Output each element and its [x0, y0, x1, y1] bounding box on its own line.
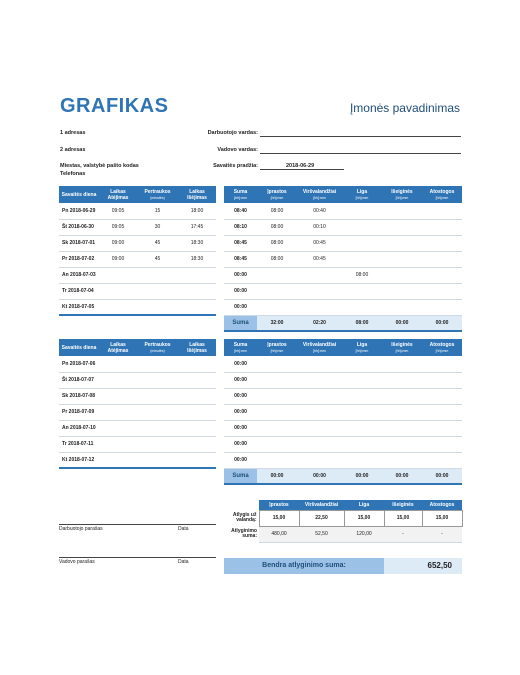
- total-cell: 32:00: [257, 315, 297, 331]
- hours-cell[interactable]: [382, 356, 422, 372]
- day-cell: Št 2018-07-07: [59, 372, 99, 388]
- day-cell: Sk 2018-07-01: [59, 235, 99, 251]
- hours-cell[interactable]: [342, 203, 382, 219]
- rate-vacation[interactable]: 15,00: [422, 510, 462, 526]
- week2-right-col-5: [422, 339, 462, 356]
- week1-left-col-0-label: Savaitės diena: [61, 191, 97, 198]
- hours-cell[interactable]: [342, 251, 382, 267]
- time-cell[interactable]: [137, 356, 178, 372]
- table-row: [224, 219, 462, 235]
- hours-cell[interactable]: [422, 420, 462, 436]
- hours-cell[interactable]: [342, 404, 382, 420]
- week1-left-col-2-unit: (minutės): [150, 195, 165, 200]
- week1-right-col-2-label: Viršvalandžiai: [302, 188, 337, 195]
- week2-right-col-0: [224, 339, 257, 356]
- time-cell[interactable]: [178, 267, 216, 283]
- hours-cell[interactable]: [382, 452, 422, 468]
- hours-cell[interactable]: 08:00: [257, 235, 297, 251]
- time-cell[interactable]: [99, 267, 137, 283]
- week2-right-col-1-label: Įprastos: [267, 341, 287, 348]
- hours-cell[interactable]: [257, 420, 297, 436]
- table-row: [224, 356, 462, 372]
- manager-date-label: Data: [178, 559, 189, 565]
- week1-left-col-2: [137, 186, 178, 203]
- time-cell[interactable]: [99, 283, 137, 299]
- week1-right-col-4-label: Išeiginės: [391, 188, 413, 195]
- table-row: [59, 420, 216, 436]
- time-cell[interactable]: 09:00: [99, 251, 137, 267]
- week2-right-col-0-unit: [hh]:mm: [234, 348, 247, 353]
- total-label: Suma: [224, 315, 257, 331]
- hours-cell[interactable]: [257, 436, 297, 452]
- week1-right-col-5-label: Atostogos: [429, 188, 455, 195]
- hours-cell[interactable]: [382, 372, 422, 388]
- week2-left-col-3: [178, 339, 216, 356]
- time-cell[interactable]: [137, 452, 178, 468]
- total-label: Suma: [224, 468, 257, 484]
- hours-cell[interactable]: [382, 283, 422, 299]
- sum-cell: 00:00: [224, 283, 257, 299]
- time-cell[interactable]: [178, 372, 216, 388]
- hours-cell[interactable]: [257, 283, 297, 299]
- total-cell: 08:00: [342, 315, 382, 331]
- table-row: [59, 452, 216, 468]
- total-cell: 00:00: [382, 468, 422, 484]
- employee-signature-line[interactable]: [59, 524, 216, 525]
- table-row: [224, 388, 462, 404]
- table-row: [59, 404, 216, 420]
- day-cell: Št 2018-06-30: [59, 219, 99, 235]
- table-row: [224, 372, 462, 388]
- week1-right-col-3-unit: [hh]:mm: [355, 195, 369, 200]
- week1-right-col-4-unit: [hh]:mm: [395, 195, 409, 200]
- week2-right-col-1: [257, 339, 297, 356]
- time-cell[interactable]: 15: [137, 203, 178, 219]
- hours-cell[interactable]: [297, 356, 342, 372]
- hours-cell[interactable]: [382, 267, 422, 283]
- hours-cell[interactable]: [382, 219, 422, 235]
- table-row: [224, 235, 462, 251]
- total-cell: 00:00: [342, 468, 382, 484]
- sum-cell: 00:00: [224, 372, 257, 388]
- hours-cell[interactable]: [257, 267, 297, 283]
- hours-cell[interactable]: [297, 299, 342, 315]
- table-row: [59, 436, 216, 452]
- sum-cell: 00:00: [224, 356, 257, 372]
- week2-left-col-3-label: Laikas Išėjimas: [187, 341, 207, 354]
- hours-cell[interactable]: [297, 436, 342, 452]
- week2-right-col-5-unit: [hh]:mm: [435, 348, 449, 353]
- manager-signature-line[interactable]: [59, 557, 216, 558]
- table-row: [224, 251, 462, 267]
- total-cell: 00:00: [422, 315, 462, 331]
- rate-label: Atlygis už valandą:: [232, 511, 257, 523]
- grand-total-bar: [224, 558, 462, 574]
- hours-cell[interactable]: [257, 388, 297, 404]
- amount-label: Atlyginimo suma:: [224, 526, 259, 542]
- week2-hours-table: [224, 339, 462, 485]
- employee-date-label: Data: [178, 526, 189, 532]
- week2-right-col-3-label: Liga: [356, 341, 368, 348]
- day-cell: Kt 2018-07-12: [59, 452, 99, 468]
- manager-name-field[interactable]: [260, 146, 461, 154]
- week2-right-col-0-label: Suma: [233, 341, 248, 348]
- hours-cell[interactable]: [422, 235, 462, 251]
- sum-cell: 08:45: [224, 251, 257, 267]
- hours-cell[interactable]: [342, 219, 382, 235]
- time-cell[interactable]: 45: [137, 235, 178, 251]
- hours-cell[interactable]: [297, 388, 342, 404]
- rate-overtime[interactable]: 22,50: [299, 510, 344, 526]
- hours-cell[interactable]: [257, 356, 297, 372]
- sum-cell: 00:00: [224, 436, 257, 452]
- hours-cell[interactable]: [422, 452, 462, 468]
- rate-sick[interactable]: 15,00: [344, 510, 384, 526]
- time-cell[interactable]: 18:00: [178, 203, 216, 219]
- grand-total-value: 652,50: [384, 558, 462, 574]
- hours-cell[interactable]: [342, 356, 382, 372]
- day-cell: Pr 2018-07-09: [59, 404, 99, 420]
- total-row: [224, 468, 462, 484]
- table-row: [224, 283, 462, 299]
- time-cell[interactable]: [178, 436, 216, 452]
- hours-cell[interactable]: 08:00: [342, 267, 382, 283]
- hours-cell[interactable]: 08:00: [257, 219, 297, 235]
- week2-left-col-2-label: Pertraukos: [144, 341, 171, 348]
- time-cell[interactable]: [137, 436, 178, 452]
- time-cell[interactable]: [178, 283, 216, 299]
- week2-right-col-1-unit: [hh]:mm: [270, 348, 284, 353]
- hours-cell[interactable]: [342, 372, 382, 388]
- hours-cell[interactable]: [297, 372, 342, 388]
- week2-right-col-3: [342, 339, 382, 356]
- time-cell[interactable]: [137, 299, 178, 315]
- week1-right-col-1-label: Įprastos: [267, 188, 287, 195]
- table-row: [59, 203, 216, 219]
- day-cell: Kt 2018-07-05: [59, 299, 99, 315]
- week2-time-table: [59, 339, 216, 469]
- pay-table: [224, 500, 463, 543]
- week2-left-col-1: [99, 339, 137, 356]
- time-cell[interactable]: [99, 404, 137, 420]
- time-cell[interactable]: [178, 388, 216, 404]
- sum-cell: 00:00: [224, 404, 257, 420]
- hours-cell[interactable]: [297, 420, 342, 436]
- week2-left-col-1-label: Laikas Atėjimas: [107, 341, 129, 354]
- company-name: Įmonės pavadinimas: [349, 101, 460, 115]
- amount-vacation: -: [422, 526, 462, 542]
- day-cell: Pr 2018-07-02: [59, 251, 99, 267]
- week2-left-col-2-unit: (minutės): [150, 348, 165, 353]
- employee-signature-label: Darbuotojo parašas: [59, 526, 103, 532]
- week1-left-col-2-label: Pertraukos: [144, 188, 171, 195]
- hours-cell[interactable]: [297, 267, 342, 283]
- time-cell[interactable]: [99, 372, 137, 388]
- employee-name-label: Darbuotojo vardas:: [207, 130, 258, 136]
- pay-header-regular: Įprastos: [259, 500, 299, 510]
- amount-sick: 120,00: [344, 526, 384, 542]
- time-cell[interactable]: 30: [137, 219, 178, 235]
- phone: Telefonas: [60, 171, 86, 177]
- city-state-zip: Miestas, valstybė pašto kodas: [60, 163, 139, 169]
- hours-cell[interactable]: [422, 219, 462, 235]
- week1-left-col-1: [99, 186, 137, 203]
- sum-cell: 00:00: [224, 420, 257, 436]
- time-cell[interactable]: 09:00: [99, 235, 137, 251]
- time-cell[interactable]: 09:05: [99, 219, 137, 235]
- week-start-label: Savaitės pradžia:: [213, 163, 258, 169]
- week1-right-col-0-label: Suma: [233, 188, 248, 195]
- week1-right-col-5-unit: [hh]:mm: [435, 195, 449, 200]
- table-row: [59, 299, 216, 315]
- sum-cell: 08:40: [224, 203, 257, 219]
- address-1: 1 adresas: [60, 130, 86, 136]
- hours-cell[interactable]: [342, 436, 382, 452]
- rate-regular[interactable]: 15,00: [259, 510, 299, 526]
- time-cell[interactable]: 17:45: [178, 219, 216, 235]
- week1-right-col-0-unit: [hh]:mm: [234, 195, 247, 200]
- week2-right-col-4-label: Išeiginės: [391, 341, 413, 348]
- time-cell[interactable]: [137, 267, 178, 283]
- week1-right-col-3-label: Liga: [356, 188, 368, 195]
- week2-right-col-4: [382, 339, 422, 356]
- hours-cell[interactable]: [422, 388, 462, 404]
- week2-right-header: [224, 339, 462, 356]
- hours-cell[interactable]: [422, 356, 462, 372]
- week2-left-col-2: [137, 339, 178, 356]
- time-cell[interactable]: 45: [137, 251, 178, 267]
- day-cell: Sk 2018-07-08: [59, 388, 99, 404]
- table-row: [59, 219, 216, 235]
- hours-cell[interactable]: [382, 388, 422, 404]
- week1-right-col-1-unit: [hh]:mm: [270, 195, 284, 200]
- time-cell[interactable]: 09:05: [99, 203, 137, 219]
- hours-cell[interactable]: [257, 404, 297, 420]
- day-cell: An 2018-07-10: [59, 420, 99, 436]
- day-cell: Tr 2018-07-11: [59, 436, 99, 452]
- amount-dayoff: -: [384, 526, 422, 542]
- hours-cell[interactable]: [297, 452, 342, 468]
- time-cell[interactable]: [137, 388, 178, 404]
- hours-cell[interactable]: [422, 267, 462, 283]
- time-cell[interactable]: [99, 436, 137, 452]
- hours-cell[interactable]: [257, 452, 297, 468]
- sum-cell: 08:10: [224, 219, 257, 235]
- week1-right-col-0: [224, 186, 257, 203]
- total-cell: 00:00: [382, 315, 422, 331]
- time-cell[interactable]: [99, 299, 137, 315]
- sum-cell: 00:00: [224, 267, 257, 283]
- week1-left-header: [59, 186, 216, 203]
- week2-right-col-2-unit: [hh]:mm: [313, 348, 326, 353]
- time-cell[interactable]: 18:30: [178, 251, 216, 267]
- week1-left-col-3-label: Laikas Išėjimas: [187, 188, 207, 201]
- sum-cell: 08:45: [224, 235, 257, 251]
- hours-cell[interactable]: [382, 251, 422, 267]
- hours-cell[interactable]: [422, 251, 462, 267]
- week1-left-col-1-label: Laikas Atėjimas: [107, 188, 129, 201]
- week1-right-col-1: [257, 186, 297, 203]
- table-row: [59, 283, 216, 299]
- time-cell[interactable]: [178, 404, 216, 420]
- time-cell[interactable]: [178, 356, 216, 372]
- table-row: [224, 404, 462, 420]
- total-cell: 00:00: [297, 468, 342, 484]
- total-row: [224, 315, 462, 331]
- hours-cell[interactable]: 08:00: [257, 203, 297, 219]
- hours-cell[interactable]: 00:45: [297, 235, 342, 251]
- week1-hours-table: [224, 186, 462, 332]
- table-row: [224, 420, 462, 436]
- hours-cell[interactable]: [382, 235, 422, 251]
- employee-name-field[interactable]: [260, 129, 461, 137]
- table-row: [59, 267, 216, 283]
- week2-left-col-0-label: Savaitės diena: [61, 344, 97, 351]
- hours-cell[interactable]: 00:40: [297, 203, 342, 219]
- time-cell[interactable]: [137, 404, 178, 420]
- hours-cell[interactable]: [422, 283, 462, 299]
- total-cell: 00:00: [257, 468, 297, 484]
- week2-right-col-3-unit: [hh]:mm: [355, 348, 369, 353]
- time-cell[interactable]: [99, 452, 137, 468]
- hours-cell[interactable]: [257, 299, 297, 315]
- pay-header-sick: Liga: [344, 500, 384, 510]
- pay-header-vacation: Atostogos: [422, 500, 462, 510]
- table-row: [59, 235, 216, 251]
- week2-left-col-0: [59, 339, 99, 356]
- rate-dayoff[interactable]: 15,00: [384, 510, 422, 526]
- total-cell: 00:00: [422, 468, 462, 484]
- hours-cell[interactable]: [297, 283, 342, 299]
- hours-cell[interactable]: [342, 388, 382, 404]
- pay-header-overtime: Viršvalandžiai: [299, 500, 344, 510]
- hours-cell[interactable]: [342, 452, 382, 468]
- table-row: [224, 299, 462, 315]
- hours-cell[interactable]: [342, 420, 382, 436]
- sum-cell: 00:00: [224, 452, 257, 468]
- hours-cell[interactable]: [382, 420, 422, 436]
- time-cell[interactable]: [178, 452, 216, 468]
- time-cell[interactable]: [99, 356, 137, 372]
- week1-right-col-4: [382, 186, 422, 203]
- address-2: 2 adresas: [60, 147, 86, 153]
- week1-right-col-5: [422, 186, 462, 203]
- table-row: [224, 203, 462, 219]
- hours-cell[interactable]: [382, 299, 422, 315]
- hours-cell[interactable]: [422, 299, 462, 315]
- sum-cell: 00:00: [224, 388, 257, 404]
- sum-cell: 00:00: [224, 299, 257, 315]
- time-cell[interactable]: [137, 420, 178, 436]
- day-cell: Pn 2018-06-29: [59, 203, 99, 219]
- time-cell[interactable]: [99, 420, 137, 436]
- hours-cell[interactable]: [422, 372, 462, 388]
- day-cell: Tr 2018-07-04: [59, 283, 99, 299]
- week2-right-col-5-label: Atostogos: [429, 341, 455, 348]
- hours-cell[interactable]: [382, 436, 422, 452]
- day-cell: An 2018-07-03: [59, 267, 99, 283]
- hours-cell[interactable]: [382, 404, 422, 420]
- week1-time-table: [59, 186, 216, 316]
- week2-right-col-4-unit: [hh]:mm: [395, 348, 409, 353]
- week1-left-col-0: [59, 186, 99, 203]
- hours-cell[interactable]: 00:10: [297, 219, 342, 235]
- table-row: [59, 356, 216, 372]
- time-cell[interactable]: [178, 420, 216, 436]
- table-row: [224, 452, 462, 468]
- week2-right-col-2-label: Viršvalandžiai: [302, 341, 337, 348]
- week1-right-col-2-unit: [hh]:mm: [313, 195, 326, 200]
- hours-cell[interactable]: 00:45: [297, 251, 342, 267]
- week1-left-col-3: [178, 186, 216, 203]
- table-row: [59, 251, 216, 267]
- week2-left-header: [59, 339, 216, 356]
- day-cell: Pn 2018-07-06: [59, 356, 99, 372]
- time-cell[interactable]: [137, 283, 178, 299]
- time-cell[interactable]: 18:30: [178, 235, 216, 251]
- hours-cell[interactable]: [382, 203, 422, 219]
- hours-cell[interactable]: [422, 436, 462, 452]
- week1-right-header: [224, 186, 462, 203]
- page-title: GRAFIKAS: [60, 95, 169, 117]
- time-cell[interactable]: [137, 372, 178, 388]
- week2-right-col-2: [297, 339, 342, 356]
- week1-right-col-3: [342, 186, 382, 203]
- grand-total-label: Bendra atlyginimo suma:: [262, 562, 346, 569]
- time-cell[interactable]: [178, 299, 216, 315]
- hours-cell[interactable]: [342, 283, 382, 299]
- manager-signature-label: Vadovo parašas: [59, 559, 95, 565]
- time-cell[interactable]: [99, 388, 137, 404]
- table-row: [59, 372, 216, 388]
- hours-cell[interactable]: [257, 372, 297, 388]
- amount-regular: 480,00: [259, 526, 299, 542]
- hours-cell[interactable]: 08:00: [257, 251, 297, 267]
- manager-name-label: Vadovo vardas:: [217, 147, 258, 153]
- table-row: [224, 436, 462, 452]
- week-start-value: 2018-06-29: [286, 163, 315, 169]
- table-row: [224, 267, 462, 283]
- total-cell: 02:20: [297, 315, 342, 331]
- table-row: [59, 388, 216, 404]
- week1-right-col-2: [297, 186, 342, 203]
- hours-cell[interactable]: [342, 299, 382, 315]
- amount-overtime: 52,50: [299, 526, 344, 542]
- hours-cell[interactable]: [422, 203, 462, 219]
- pay-header-dayoff: Išeiginės: [384, 500, 422, 510]
- hours-cell[interactable]: [422, 404, 462, 420]
- hours-cell[interactable]: [342, 235, 382, 251]
- hours-cell[interactable]: [297, 404, 342, 420]
